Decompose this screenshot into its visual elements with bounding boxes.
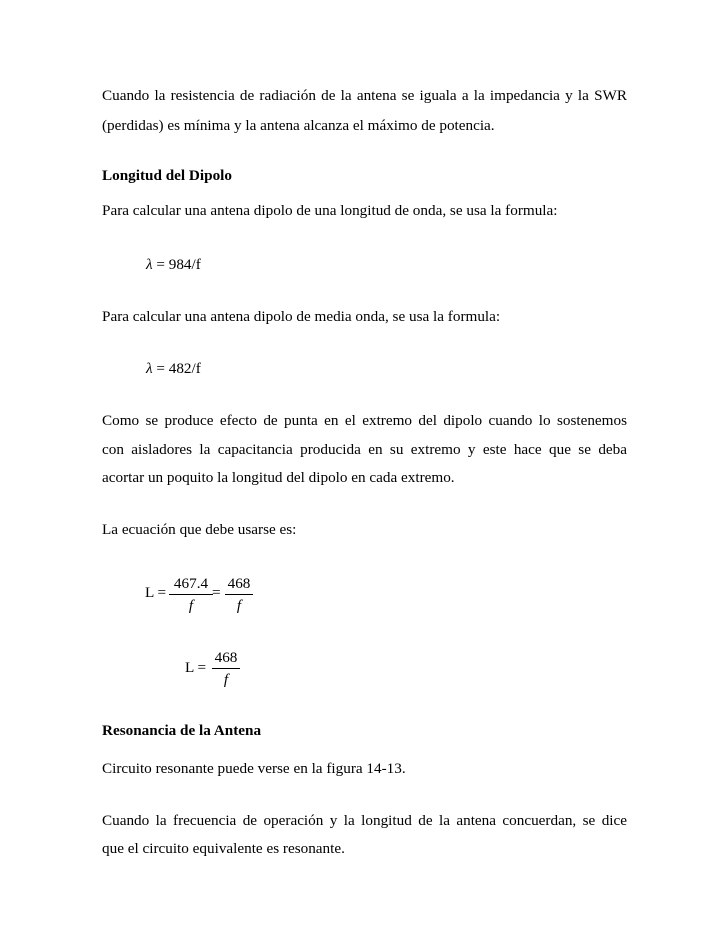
- half-wave-formula-rhs: = 482/f: [152, 360, 201, 377]
- equation-1-fraction-1: [169, 576, 213, 613]
- heading-dipole-length: Longitud del Dipolo: [102, 167, 232, 184]
- paragraph-resonance-line-2: que el circuito equivalente es resonante.: [102, 840, 345, 857]
- full-wave-formula-rhs: = 984/f: [152, 256, 201, 273]
- paragraph-radiation-line-1: Cuando la resistencia de radiación de la antena se iguala a la impedancia y la SWR: [102, 87, 627, 104]
- paragraph-tip-line-3: acortar un poquito la longitud del dipolo en cada extremo.: [102, 469, 455, 486]
- heading-antenna-resonance: Resonancia de la Antena: [102, 722, 262, 739]
- fraction-denominator: f: [223, 671, 229, 689]
- fraction-numerator: 468: [214, 649, 238, 666]
- paragraph-tip-line-2: con aisladores la capacitancia producida en su extremo y este hace que se deba: [102, 441, 627, 458]
- equation-1-equals: =: [212, 584, 221, 601]
- lambda-symbol: λ: [146, 256, 153, 273]
- fraction-denominator: f: [188, 597, 194, 615]
- paragraph-resonance-line-1: Cuando la frecuencia de operación y la longitud de la antena concuerdan, se dice: [102, 812, 627, 829]
- full-wave-intro: Para calcular una antena dipolo de una longitud de onda, se usa la formula:: [102, 202, 558, 219]
- fraction-numerator: 467.4: [173, 575, 209, 592]
- paragraph-tip-line-1: Como se produce efecto de punta en el extremo del dipolo cuando lo sostenemos: [102, 412, 627, 429]
- fraction-denominator: f: [236, 597, 242, 615]
- half-wave-formula: [146, 361, 201, 376]
- lambda-symbol: λ: [146, 360, 153, 377]
- half-wave-intro: Para calcular una antena dipolo de media onda, se usa la formula:: [102, 308, 501, 325]
- full-wave-formula: [146, 257, 201, 272]
- resonance-figure-reference: Circuito resonante puede verse en la figura 14-13.: [102, 760, 406, 777]
- equation-1-fraction-2: [225, 576, 253, 613]
- equation-intro: La ecuación que debe usarse es:: [102, 521, 297, 538]
- equation-2-fraction: [212, 650, 240, 687]
- equation-1-lhs: L =: [145, 584, 167, 601]
- equation-2-lhs: L =: [185, 659, 207, 676]
- paragraph-radiation-line-2: (perdidas) es mínima y la antena alcanza el máximo de potencia.: [102, 117, 495, 134]
- fraction-numerator: 468: [227, 575, 251, 592]
